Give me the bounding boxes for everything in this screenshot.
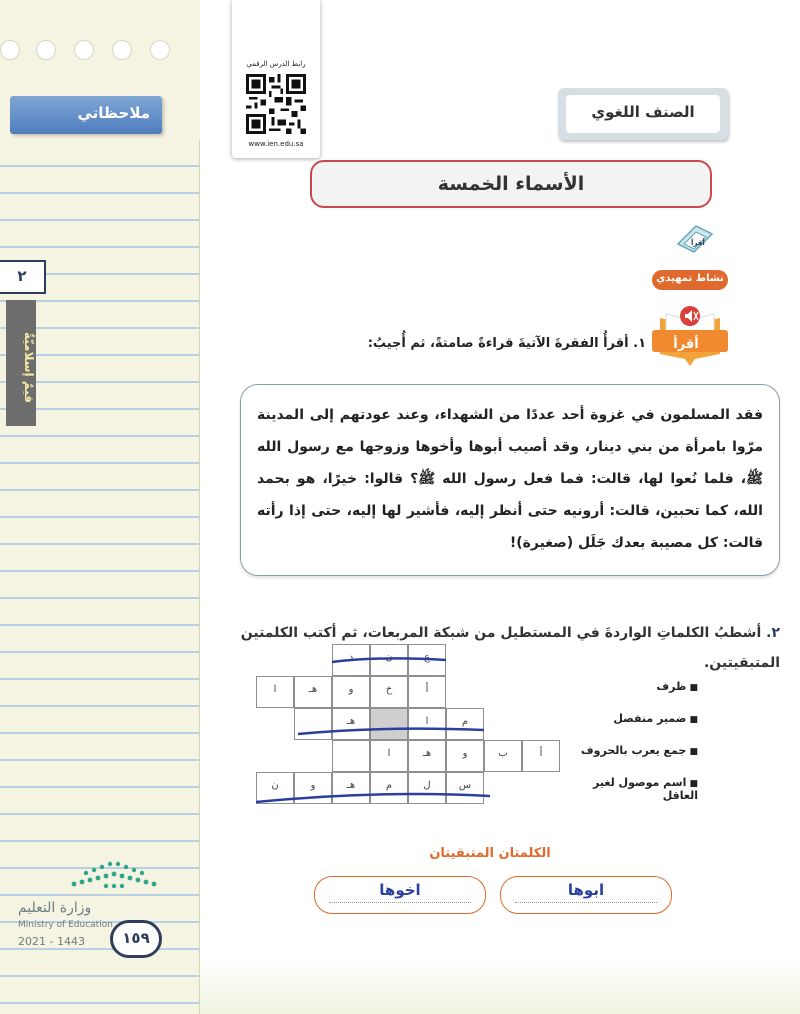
section-tag	[558, 88, 728, 140]
grid-cell[interactable]	[332, 740, 370, 772]
activity-badge: نشاط تمهيدي	[652, 270, 728, 290]
ministry-name-en: Ministry of Education	[18, 920, 113, 930]
passage-box	[240, 384, 780, 576]
grid-cell-shaded[interactable]	[370, 708, 408, 740]
answer-line	[515, 902, 657, 903]
answer-field-2[interactable]	[314, 876, 486, 914]
notes-title: ملاحظاتي	[10, 96, 162, 134]
ministry-name-ar: وزارة التعليم	[18, 900, 92, 916]
svg-text:أقرأ: أقرأ	[691, 239, 705, 247]
answers-title: الكلمتان المتبقيتان	[429, 846, 551, 861]
grid-cell[interactable]: أ	[408, 676, 446, 708]
binder-hole	[150, 40, 170, 60]
read-badge-label: أقرأ	[673, 337, 699, 352]
grid-cell[interactable]: ب	[484, 740, 522, 772]
grid-cell[interactable]: س	[446, 772, 484, 804]
grid-cell[interactable]: و	[446, 740, 484, 772]
passage-text: فقد المسلمون في غزوة أحد عددًا من الشهداء، وعند عودتهم إلى المدينة مرّوا بامرأة من بني دينار، وقد أصيب أبوها وأخوها وزوجها مع رسول الله ﷺ، فلما نُعوا لها، قالت: فما فعل رسول الله ﷺ؟ قالوا: خيرًا، هو بحمد الله، كما تحبين، قالت: أرونيه حتى أنظر إليه، فأشير لها إليه، حتى إذا رأته قالت: كل مصيبة بعدك جَلَل (صغيرة)!	[257, 407, 763, 551]
grid-cell[interactable]: م	[446, 708, 484, 740]
qr-url[interactable]: www.ien.edu.sa	[248, 140, 304, 148]
question-2-text: أشطبُ الكلماتِ الواردةَ في المستطيل من شبكة المربعات، ثم أكتب الكلمتين المتبقيتين.	[240, 625, 780, 671]
ministry-logo-icon	[66, 856, 162, 892]
grid-cell[interactable]: هـ	[408, 740, 446, 772]
grid-cell[interactable]: م	[370, 772, 408, 804]
ministry-year: 2021 - 1443	[18, 935, 85, 948]
grid-cell[interactable]: و	[332, 676, 370, 708]
page-footer-fade	[200, 960, 800, 1014]
clue-item: ■ ظرف	[560, 680, 698, 712]
answer-field-1[interactable]	[500, 876, 672, 914]
question-2-number: ٢.	[766, 625, 780, 641]
grid-cell[interactable]: أ	[522, 740, 560, 772]
answer-text: ابوها	[567, 881, 605, 899]
grid-cell[interactable]: هـ	[332, 772, 370, 804]
qr-code-icon[interactable]	[246, 74, 306, 134]
lesson-title: الأسماء الخمسة	[310, 160, 712, 208]
clue-item: ■ اسم موصول لغير العاقل	[560, 776, 698, 808]
unit-label: قيمٌ إسلاميّةٌ	[6, 300, 36, 426]
grid-cell[interactable]: هـ	[294, 676, 332, 708]
page-number: ١٥٩	[110, 920, 162, 958]
grid-cell[interactable]: ع	[408, 644, 446, 676]
grid-cell[interactable]: هـ	[332, 708, 370, 740]
question-2	[238, 618, 780, 678]
binder-hole	[74, 40, 94, 60]
qr-card[interactable]	[232, 0, 320, 158]
grid-cell[interactable]: د	[332, 644, 370, 676]
binder-hole	[0, 40, 20, 60]
grid-cell[interactable]: خ	[370, 676, 408, 708]
book-icon	[676, 222, 714, 256]
grid-cell[interactable]: ن	[370, 644, 408, 676]
grid-cell[interactable]: ن	[256, 772, 294, 804]
binder-hole	[36, 40, 56, 60]
section-title: الصنف اللغوي	[566, 95, 720, 133]
grid-cell[interactable]: ا	[370, 740, 408, 772]
answer-line	[329, 902, 471, 903]
unit-number: ٢	[0, 260, 46, 294]
grid-cell[interactable]: ل	[408, 772, 446, 804]
grid-cell[interactable]: ا	[408, 708, 446, 740]
question-1: ١. أقرأُ الفقرةَ الآتيةَ قراءةً صامتةً، ثم أُجيبُ:	[367, 336, 646, 351]
answer-text: اخوها	[379, 881, 421, 899]
grid-cell[interactable]: و	[294, 772, 332, 804]
qr-label: رابط الدرس الرقمي	[246, 60, 306, 68]
clue-item: ■ ضمير منفصل	[560, 712, 698, 744]
clue-list	[560, 680, 698, 808]
clue-item: ■ جمع يعرب بالحروف	[560, 744, 698, 776]
grid-cell[interactable]	[294, 708, 332, 740]
binder-hole	[112, 40, 132, 60]
grid-cell[interactable]: ا	[256, 676, 294, 708]
